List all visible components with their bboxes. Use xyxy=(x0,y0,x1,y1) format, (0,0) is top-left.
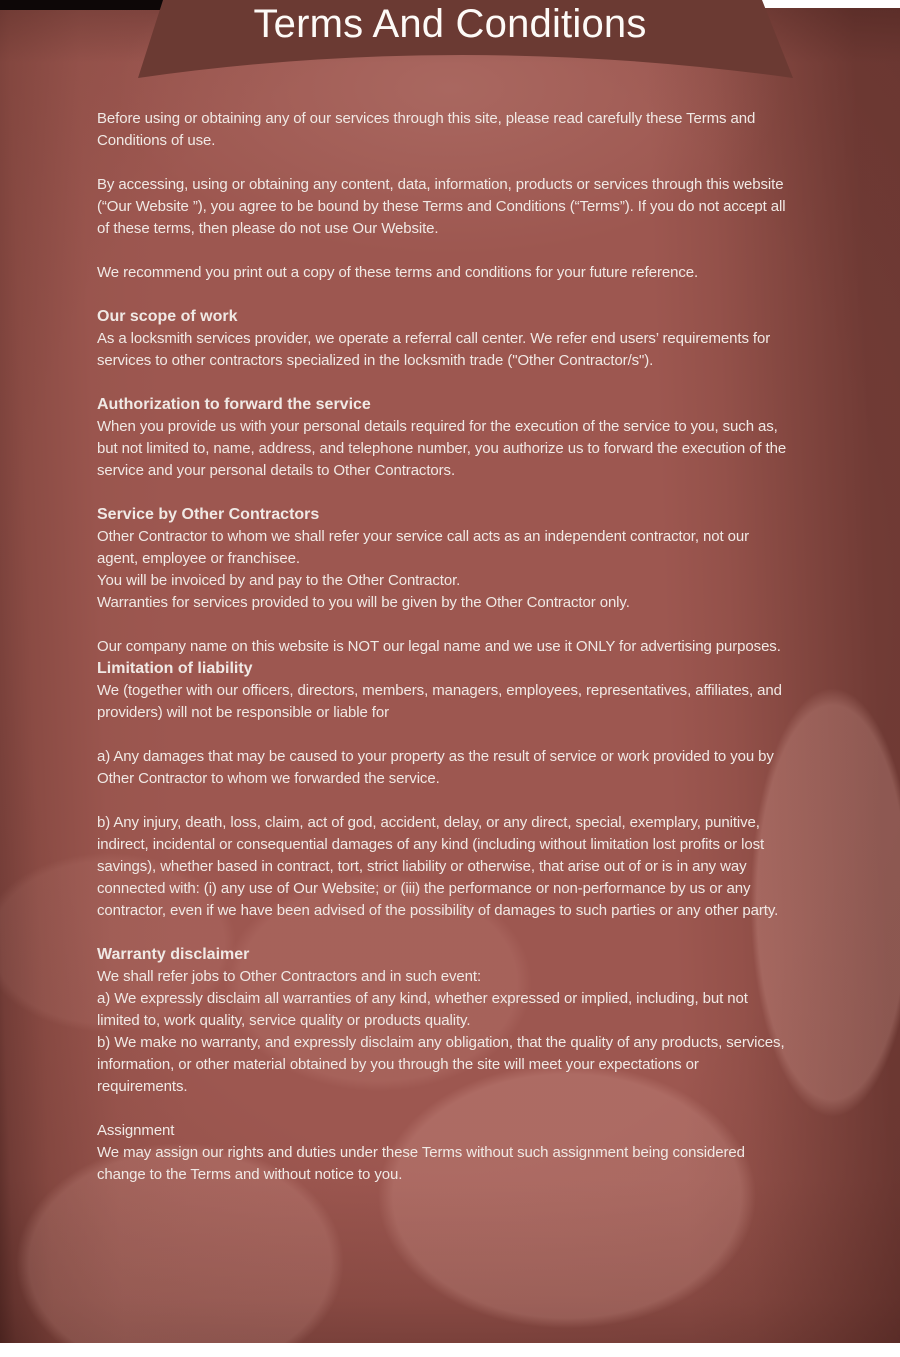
paragraph: By accessing, using or obtaining any content, data, information, products or services through this website (“Our Website ”), you agree to be bound by these Terms and Conditions (“Terms”). If you do not accept all of these terms, then please do not use Our Website. xyxy=(97,176,786,237)
section-heading: Our scope of work xyxy=(97,308,238,325)
paragraph: Assignment xyxy=(97,1122,175,1139)
paragraph: We shall refer jobs to Other Contractors and in such event: xyxy=(97,968,482,985)
paragraph: We (together with our officers, directors, members, managers, employees, representatives, affiliates, and providers) will not be responsible or liable for xyxy=(97,682,782,721)
terms-content xyxy=(97,108,792,1186)
paragraph: b) Any injury, death, loss, claim, act of god, accident, delay, or any direct, special, exemplary, punitive, indirect, incidental or consequential damages of any kind (including without limitation lost profits or lost savings), whether based in contract, tort, strict liability or otherwise, that arise out of or is in any way connected with: (i) any use of Our Website; or (iii) the performance or non-performance by us or any contractor, even if we have been advised of the possibility of damages to such parties or any other party. xyxy=(97,814,779,919)
paragraph: Warranties for services provided to you will be given by the Other Contractor only. xyxy=(97,594,630,611)
paragraph: a) Any damages that may be caused to your property as the result of service or work provided to you by Other Contractor to whom we forwarded the service. xyxy=(97,748,774,787)
section-heading: Limitation of liability xyxy=(97,660,253,677)
paragraph: Other Contractor to whom we shall refer your service call acts as an independent contractor, not our agent, employee or franchisee. xyxy=(97,528,749,567)
paragraph: You will be invoiced by and pay to the Other Contractor. xyxy=(97,572,461,589)
paragraph: b) We make no warranty, and expressly disclaim any obligation, that the quality of any products, services, information, or other material obtained by you through the site will meet your expectations or requirements. xyxy=(97,1034,785,1095)
paragraph: Our company name on this website is NOT our legal name and we use it ONLY for advertising purposes. xyxy=(97,638,781,655)
section-heading: Service by Other Contractors xyxy=(97,506,320,523)
page-title: Terms And Conditions xyxy=(253,2,647,46)
paragraph: We recommend you print out a copy of these terms and conditions for your future reference. xyxy=(97,264,699,281)
paragraph: We may assign our rights and duties under these Terms without such assignment being considered change to the Terms and without notice to you. xyxy=(97,1144,745,1183)
section-heading: Authorization to forward the service xyxy=(97,396,371,413)
section-heading: Warranty disclaimer xyxy=(97,946,250,963)
paragraph: As a locksmith services provider, we operate a referral call center. We refer end users’ requirements for services to other contractors specialized in the locksmith trade ("Other Contractor/s"). xyxy=(97,330,771,369)
paragraph: a) We expressly disclaim all warranties of any kind, whether expressed or implied, including, but not limited to, work quality, service quality or products quality. xyxy=(97,990,748,1029)
paragraph: When you provide us with your personal details required for the execution of the service to you, such as, but not limited to, name, address, and telephone number, you authorize us to forward the execution of the service and your personal details to Other Contractors. xyxy=(97,418,787,479)
paragraph: Before using or obtaining any of our services through this site, please read carefully these Terms and Conditions of use. xyxy=(97,110,756,149)
